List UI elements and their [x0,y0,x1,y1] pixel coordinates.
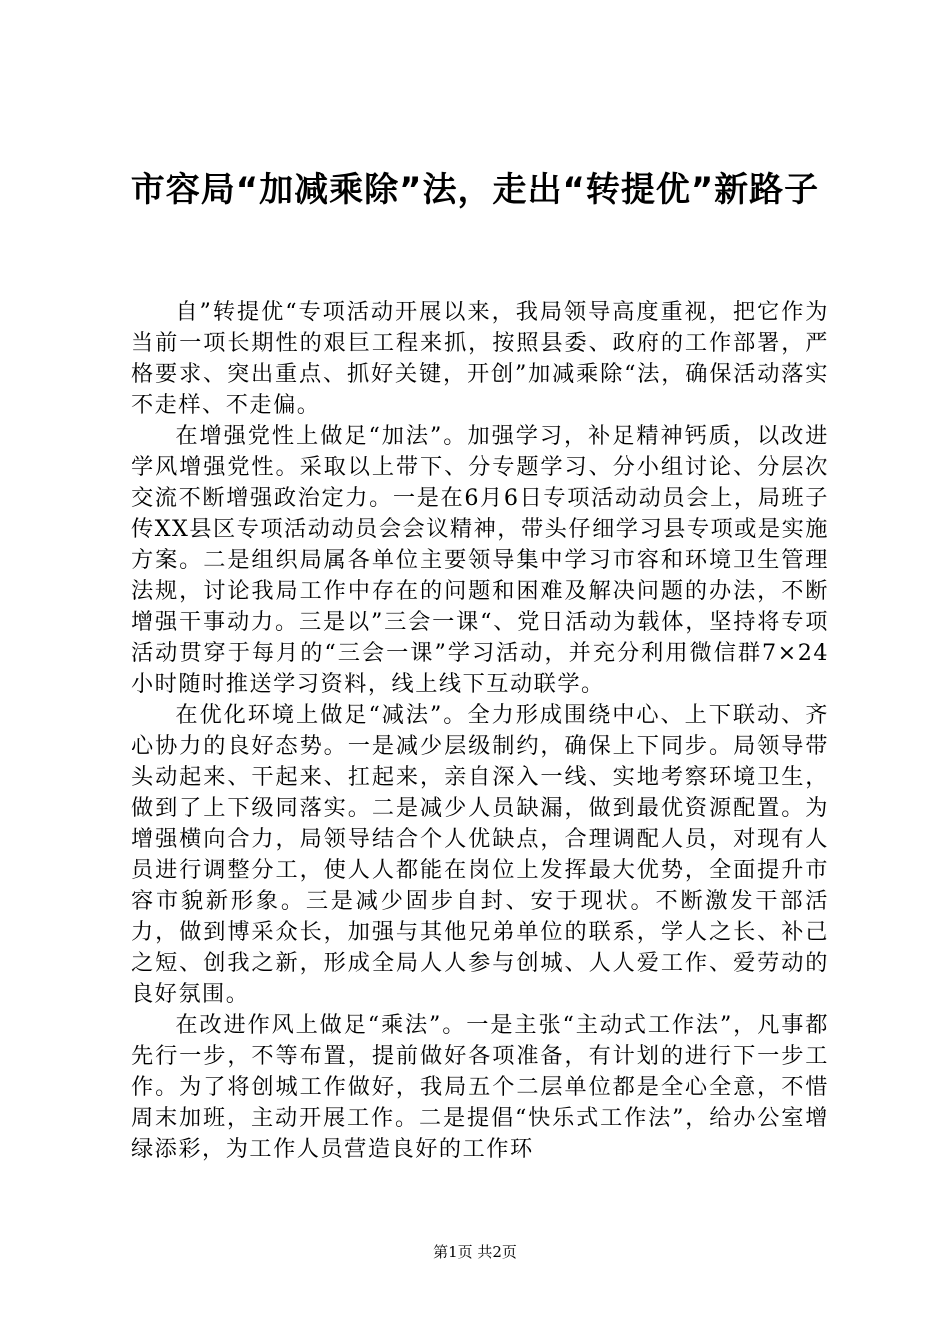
document-body [131,297,829,1165]
paragraph-multiplication: 在改进作风上做足“乘法”。一是主张“主动式工作法”，凡事都先行一步，不等布置，提前做好各项准备，有计划的进行下一步工作。为了将创城工作做好，我局五个二层单位都是全心全意，不惜周末加班，主动开展工作。二是提倡“快乐式工作法”，给办公室增绿添彩，为工作人员营造良好的工作环 [131,1012,829,1162]
paragraph-intro: 自”转提优“专项活动开展以来，我局领导高度重视，把它作为当前一项长期性的艰巨工程来抓，按照县委、政府的工作部署，严格要求、突出重点、抓好关键，开创”加减乘除“法，确保活动落实不走样、不走偏。 [131,299,829,418]
document-title: 市容局“加减乘除”法，走出“转提优”新路子 [130,170,820,210]
paragraph-subtraction: 在优化环境上做足“减法”。全力形成围绕中心、上下联动、齐心协力的良好态势。一是减少层级制约，确保上下同步。局领导带头动起来、干起来、扛起来，亲自深入一线、实地考察环境卫生，做到了上下级同落实。二是减少人员缺漏，做到最优资源配置。为增强横向合力，局领导结合个人优缺点，合理调配人员，对现有人员进行调整分工，使人人都能在岗位上发挥最大优势，全面提升市容市貌新形象。三是减少固步自封、安于现状。不断激发干部活力，做到博采众长，加强与其他兄弟单位的联系，学人之长、补己之短、创我之新，形成全局人人参与创城、人人爱工作、爱劳动的良好氛围。 [131,702,829,1007]
page-footer: 第1页 共2页 [433,1243,517,1261]
paragraph-addition: 在增强党性上做足“加法”。加强学习，补足精神钙质，以改进学风增强党性。采取以上带下、分专题学习、分小组讨论、分层次交流不断增强政治定力。一是在6月6日专项活动动员会上，局班子传XX县区专项活动动员会会议精神，带头仔细学习县专项或是实施方案。二是组织局属各单位主要领导集中学习市容和环境卫生管理法规，讨论我局工作中存在的问题和困难及解决问题的办法，不断增强干事动力。三是以”三会一课“、党日活动为载体，坚持将专项活动贯穿于每月的“三会一课”学习活动，并充分利用微信群7×24小时随时推送学习资料，线上线下互动联学。 [131,423,829,697]
